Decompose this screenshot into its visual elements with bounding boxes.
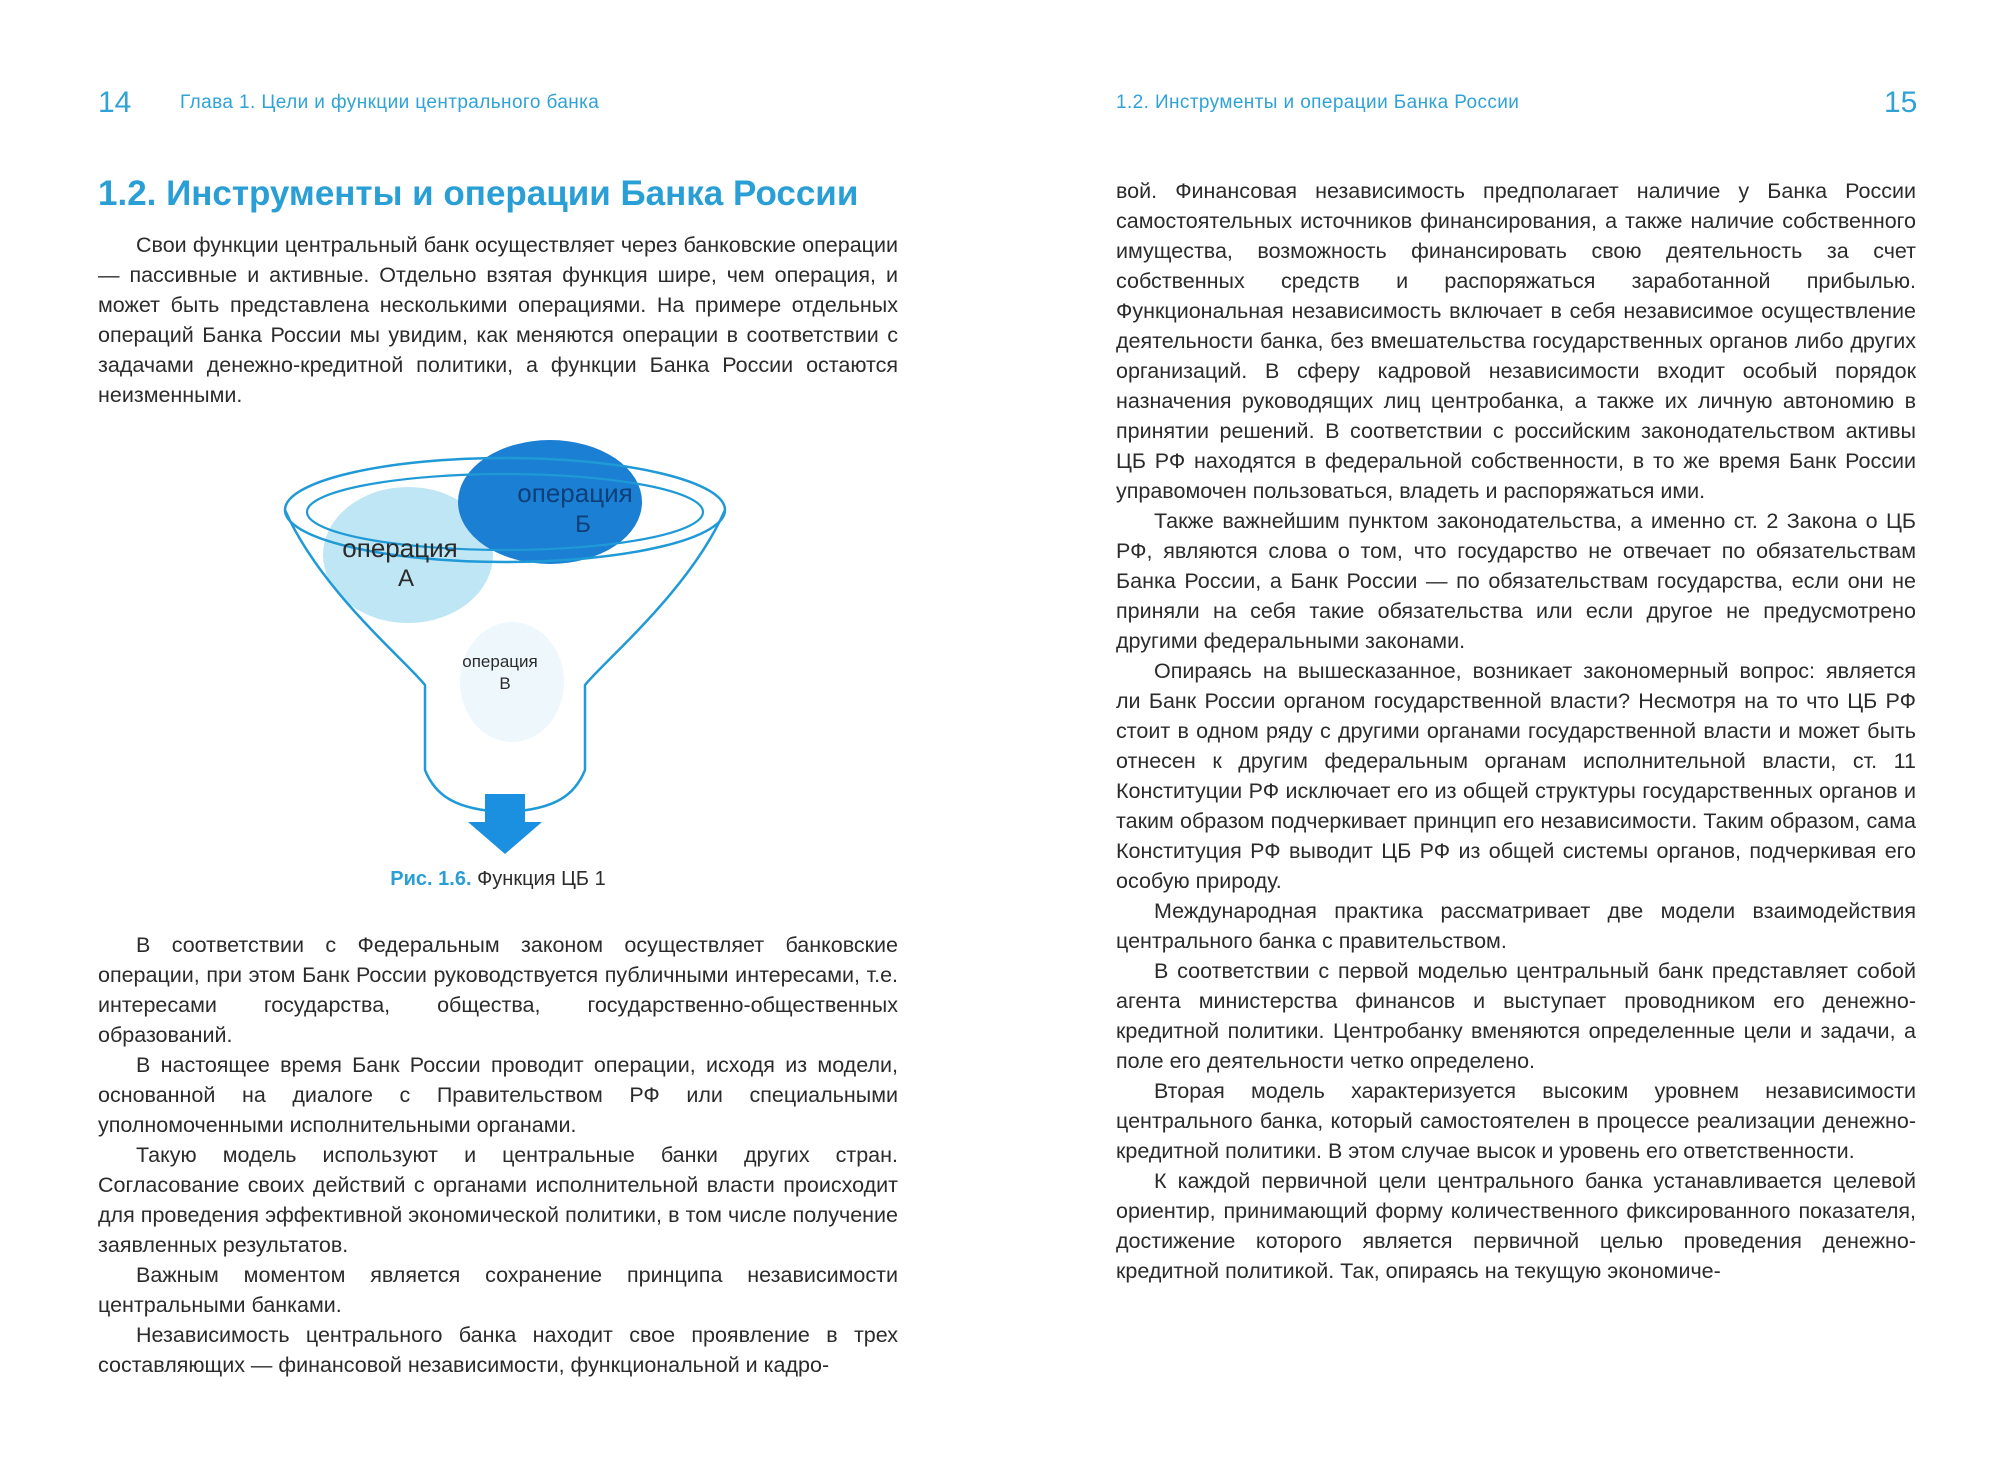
operation-c-label-2: В xyxy=(499,674,511,693)
paragraph: В соответствии с Федеральным законом осуществляет банковские операции, при этом Банк России руководствуется публичными интересами, т.е. интересами государства, общества, государственно-общественных образований. xyxy=(98,933,898,1047)
funnel-figure xyxy=(260,440,750,860)
operation-c-label-1: операция xyxy=(462,652,538,671)
paragraph: К каждой первичной цели центрального банка устанавливается целевой ориентир, принимающий форму количественного фиксированного показателя, достижение которого является первичной целью проведения денежно-кредитной политикой. Так, опираясь на текущую экономиче- xyxy=(1116,1169,1916,1283)
paragraph: В соответствии с первой моделью центральный банк представляет собой агента министерства финансов и выступает проводником его денежно-кредитной политики. Центробанку вменяются определенные цели и задачи, а поле его деятельности четко определено. xyxy=(1116,959,1916,1073)
page-number-left: 14 xyxy=(98,86,132,119)
caption-number: Рис. 1.6. xyxy=(390,868,472,890)
operation-c-shape xyxy=(460,622,564,742)
paragraph: Независимость центрального банка находит свое проявление в трех составляющих — финансовой независимости, функциональной и кадро- xyxy=(98,1323,898,1377)
paragraph: Международная практика рассматривает две модели взаимодействия центрального банка с правительством. xyxy=(1116,899,1916,953)
running-head-left: Глава 1. Цели и функции центрального банка xyxy=(180,92,600,113)
page-number-right: 15 xyxy=(1884,86,1918,119)
right-page xyxy=(1000,0,2000,1473)
operation-a-label-1: операция xyxy=(342,533,458,563)
operation-b-label-2: Б xyxy=(575,511,591,538)
operation-a-label-2: А xyxy=(397,565,415,592)
intro-paragraph: Свои функции центральный банк осуществляет через банковские операции — пассивные и активные. Отдельно взятая функция шире, чем операция, и может быть представлена несколькими операциями. На примере отдельных операций Банка России мы увидим, как меняются операции в соответствии с задачами денежно-кредитной политики, а функции Банка России остаются неизменными. xyxy=(98,233,898,407)
caption-text: Функция ЦБ 1 xyxy=(477,868,606,890)
paragraph: Также важнейшим пунктом законодательства, а именно ст. 2 Закона о ЦБ РФ, являются слова о том, что государство не отвечает по обязательствам Банка России, а Банк России — по обязательствам государства, если они не приняли на себя такие обязательства или если другое не предусмотрено другими федеральными законами. xyxy=(1116,509,1916,653)
down-arrow-icon xyxy=(468,794,542,854)
operation-b-label-1: операция xyxy=(517,478,633,508)
section-title: 1.2. Инструменты и операции Банка России xyxy=(98,174,859,213)
left-body-text xyxy=(98,930,898,1380)
right-body-text xyxy=(1116,176,1916,1286)
paragraph: Такую модель используют и центральные банки других стран. Согласование своих действий с органами исполнительной власти происходит для проведения эффективной экономической политики, в том числе получение заявленных результатов. xyxy=(98,1143,898,1257)
running-head-right: 1.2. Инструменты и операции Банка России xyxy=(1116,92,1520,113)
paragraph: Важным моментом является сохранение принципа независимости центральными банками. xyxy=(98,1263,898,1317)
paragraph: Опираясь на вышесказанное, возникает закономерный вопрос: является ли Банк России органом государственной власти? Несмотря на то что ЦБ РФ стоит в одном ряду с другими органами государственной власти и может быть отнесен к другим федеральным органам исполнительной власти, ст. 11 Конституции РФ исключает его из общей структуры государственных органов и таким образом подчеркивает принцип его независимости. Таким образом, сама Конституция РФ выводит ЦБ РФ из общей системы органов, подчеркивая его особую природу. xyxy=(1116,659,1916,893)
paragraph: В настоящее время Банк России проводит операции, исходя из модели, основанной на диалоге с Правительством РФ или специальными уполномоченными исполнительными органами. xyxy=(98,1053,898,1137)
intro-text xyxy=(98,230,898,410)
figure-caption xyxy=(98,868,898,891)
paragraph-continuation: вой. Финансовая независимость предполагает наличие у Банка России самостоятельных источников финансирования, а также наличие собственного имущества, возможность финансировать свою деятельность за счет собственных средств и распоряжаться заработанной прибылью. Функциональная независимость включает в себя независимое осуществление деятельности банка, без вмешательства государственных органов либо других организаций. В сферу кадровой независимости входит особый порядок назначения руководящих лиц центробанка, а также их личную автономию в принятии решений. В соответствии с российским законодательством активы ЦБ РФ находятся в федеральной собственности, в то же время Банк России управомочен пользоваться, владеть и распоряжаться ими. xyxy=(1116,179,1916,503)
paragraph: Вторая модель характеризуется высоким уровнем независимости центрального банка, который самостоятелен в процессе реализации денежно-кредитной политики. В этом случае высок и уровень его ответственности. xyxy=(1116,1079,1916,1163)
